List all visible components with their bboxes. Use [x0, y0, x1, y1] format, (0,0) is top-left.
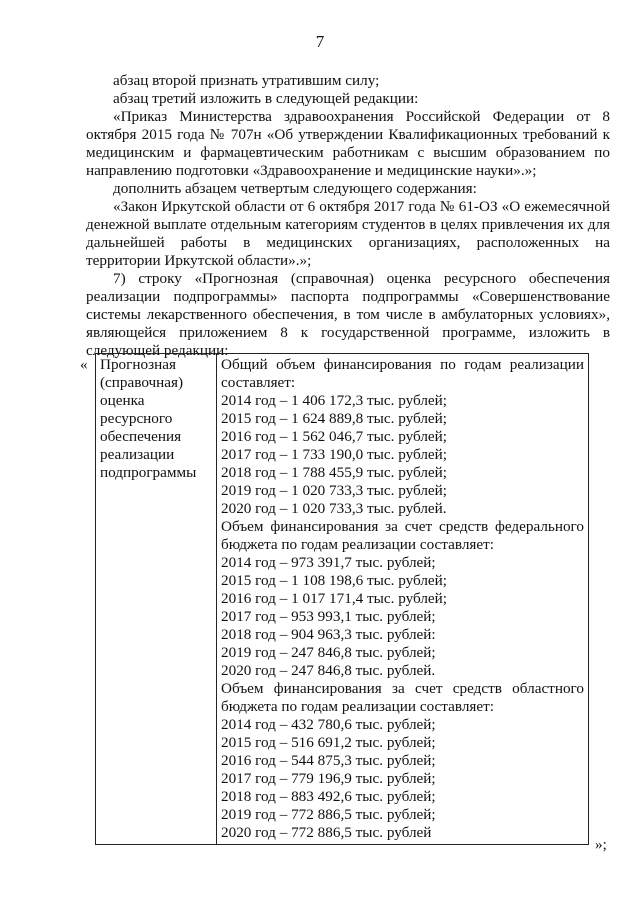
- funding-row: 2019 год – 772 886,5 тыс. рублей;: [221, 806, 436, 823]
- paragraph-5: «Закон Иркутской области от 6 октября 2017 года № 61-ОЗ «О ежемесячной денежной выплате отдельным категориям студентов в целях привлечения их для дальнейшей работы в медицинских организациях, расположенных на территории Иркутской области».»;: [86, 198, 610, 269]
- funding-row: 2014 год – 973 391,7 тыс. рублей;: [221, 554, 436, 571]
- funding-row: 2014 год – 1 406 172,3 тыс. рублей;: [221, 392, 448, 409]
- row-title-cell: [96, 354, 217, 845]
- funding-row: 2015 год – 516 691,2 тыс. рублей;: [221, 734, 436, 751]
- funding-row: 2016 год – 1 562 046,7 тыс. рублей;: [221, 428, 448, 445]
- funding-row: 2017 год – 1 733 190,0 тыс. рублей;: [221, 446, 448, 463]
- funding-row: 2014 год – 432 780,6 тыс. рублей;: [221, 716, 436, 733]
- row-title-line: обеспечения: [100, 428, 182, 445]
- funding-row: 2019 год – 247 846,8 тыс. рублей;: [221, 644, 436, 661]
- paragraph-1: абзац второй признать утратившим силу;: [113, 72, 380, 89]
- closing-quote: »;: [595, 836, 607, 853]
- funding-row: 2018 год – 883 492,6 тыс. рублей;: [221, 788, 436, 805]
- opening-quote: «: [80, 356, 88, 373]
- funding-row: 2018 год – 1 788 455,9 тыс. рублей;: [221, 464, 448, 481]
- paragraph-3: «Приказ Министерства здравоохранения Российской Федерации от 8 октября 2015 года № 707н «Об утверждении Квалификационных требований к медицинским и фармацевтическим работникам с высшим образованием по направлению подготовки «Здравоохранение и медицинские науки».»;: [86, 108, 610, 179]
- funding-row: 2019 год – 1 020 733,3 тыс. рублей;: [221, 482, 448, 499]
- regional-funding-heading: Объем финансирования за счет средств областного бюджета по годам реализации составляет:: [221, 680, 584, 715]
- row-title-line: оценка: [100, 392, 145, 409]
- funding-row: 2020 год – 247 846,8 тыс. рублей.: [221, 662, 436, 679]
- federal-funding-heading: Объем финансирования за счет средств федерального бюджета по годам реализации составляет:: [221, 518, 584, 553]
- funding-row: 2016 год – 1 017 171,4 тыс. рублей;: [221, 590, 448, 607]
- row-title-line: (справочная): [100, 374, 184, 391]
- passport-row: [96, 354, 589, 845]
- funding-row: 2020 год – 772 886,5 тыс. рублей: [221, 824, 432, 841]
- total-funding-heading: Общий объем финансирования по годам реализации составляет:: [221, 356, 584, 391]
- row-title-line: Прогнозная: [100, 356, 176, 373]
- funding-row: 2020 год – 1 020 733,3 тыс. рублей.: [221, 500, 447, 517]
- funding-row: 2018 год – 904 963,3 тыс. рублей:: [221, 626, 436, 643]
- row-title-line: реализации: [100, 446, 175, 463]
- funding-row: 2017 год – 779 196,9 тыс. рублей;: [221, 770, 436, 787]
- paragraph-6: 7) строку «Прогнозная (справочная) оценка ресурсного обеспечения реализации подпрограммы» паспорта подпрограммы «Совершенствование системы лекарственного обеспечения, в том числе в амбулаторных условиях», являющейся приложением 8 к государственной программе, изложить в следующей редакции:: [86, 270, 610, 359]
- passport-table: [95, 353, 589, 845]
- paragraph-4: дополнить абзацем четвертым следующего содержания:: [113, 180, 477, 197]
- row-title-line: подпрограммы: [100, 464, 197, 481]
- funding-row: 2017 год – 953 993,1 тыс. рублей;: [221, 608, 436, 625]
- body-text: [86, 72, 610, 360]
- paragraph-2: абзац третий изложить в следующей редакции:: [113, 90, 419, 107]
- funding-row: 2016 год – 544 875,3 тыс. рублей;: [221, 752, 436, 769]
- funding-cell: [217, 354, 589, 845]
- funding-row: 2015 год – 1 624 889,8 тыс. рублей;: [221, 410, 448, 427]
- row-title-line: ресурсного: [100, 410, 173, 427]
- funding-row: 2015 год – 1 108 198,6 тыс. рублей;: [221, 572, 448, 589]
- page-number: 7: [315, 32, 325, 51]
